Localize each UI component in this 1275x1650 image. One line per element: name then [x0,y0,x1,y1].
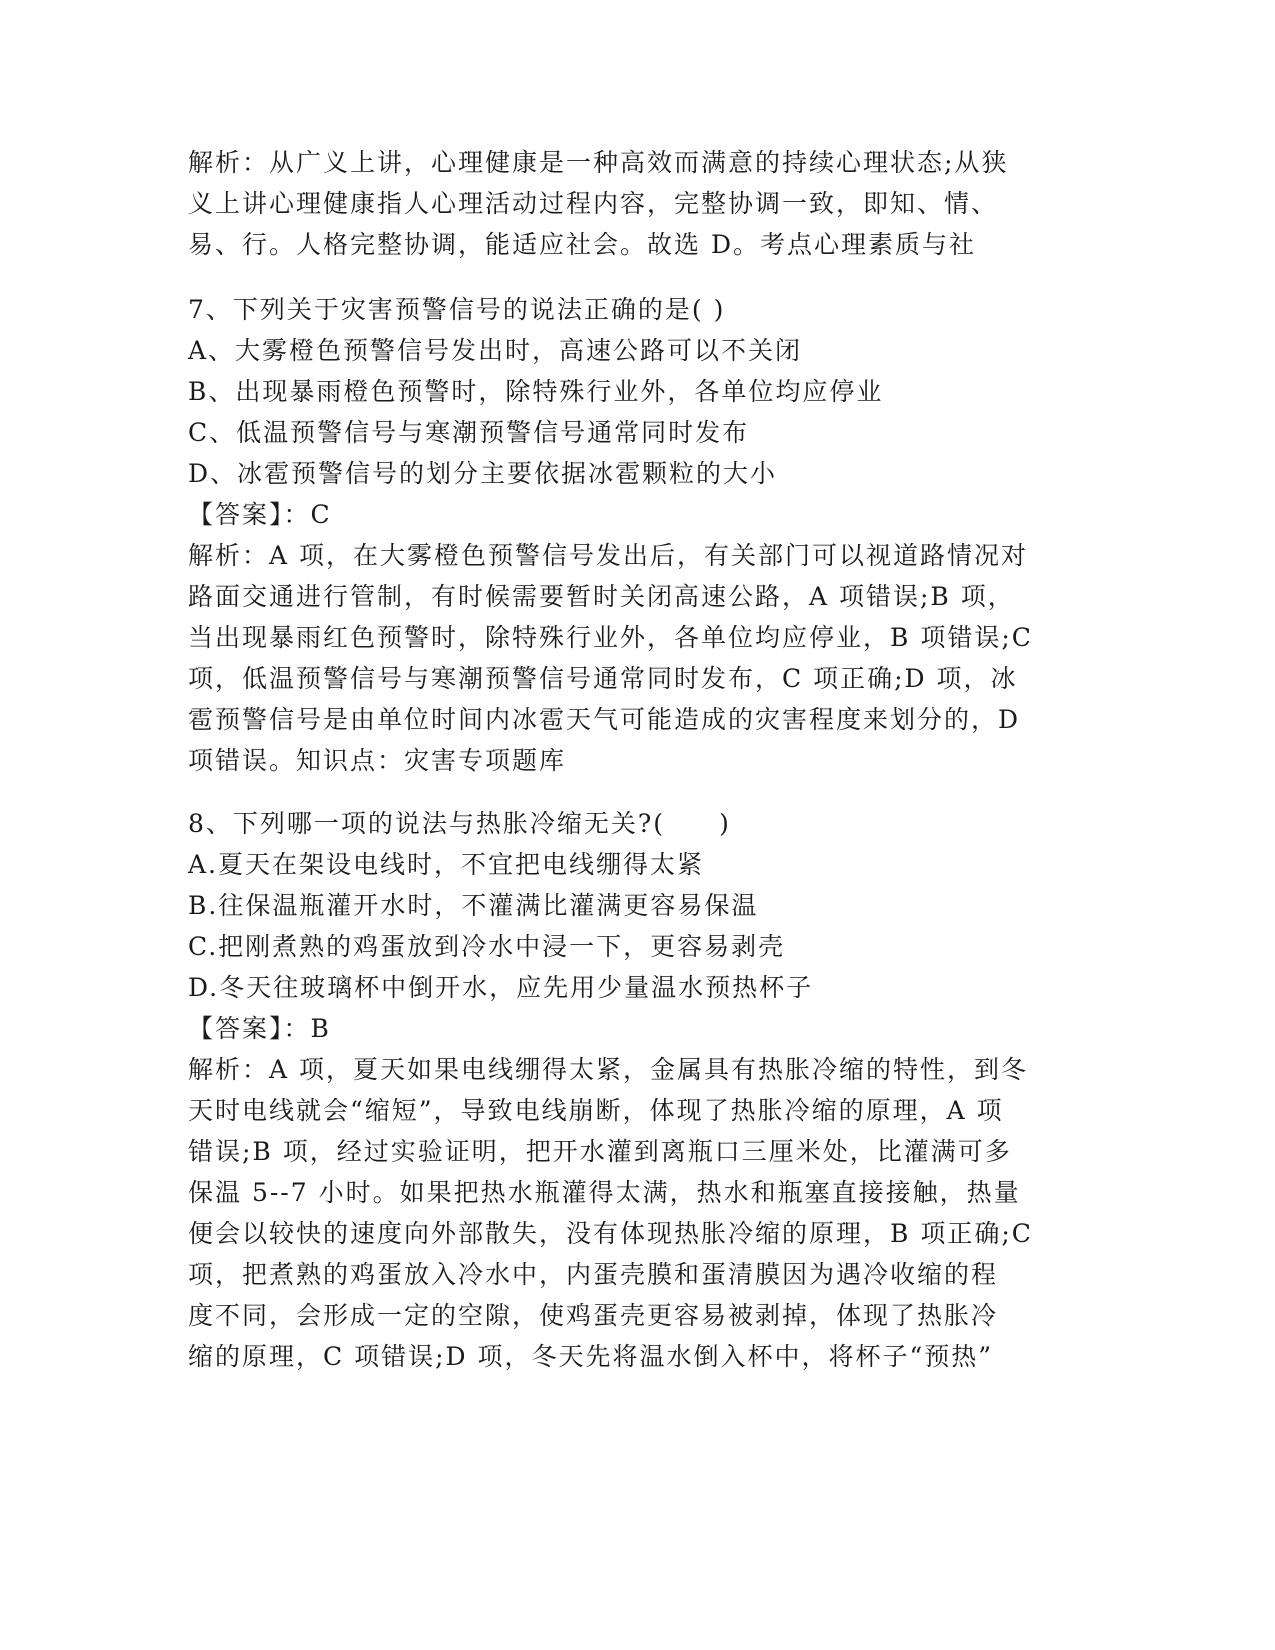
question-7-explanation-line: 雹预警信号是由单位时间内冰雹天气可能造成的灾害程度来划分的，D [188,705,1021,734]
question-7-explanation-line: 项，低温预警信号与寒潮预警信号通常同时发布，C 项正确;D 项，冰 [188,664,1018,693]
question-7-explanation-line: 路面交通进行管制，有时候需要暂时关闭高速公路，A 项错误;B 项， [188,582,1015,611]
question-7-option-c: C、低温预警信号与寒潮预警信号通常同时发布 [188,418,750,447]
question-7-option-a: A、大雾橙色预警信号发出时，高速公路可以不关闭 [188,336,803,365]
explanation-line: 易、行。人格完整协调，能适应社会。故选 D。考点心理素质与社 [188,230,976,259]
question-8-option-d: D.冬天往玻璃杯中倒开水，应先用少量温水预热杯子 [188,973,814,1002]
question-8-answer: 【答案】：B [188,1014,331,1043]
question-8-option-a: A.夏天在架设电线时，不宜把电线绷得太紧 [188,850,705,879]
explanation-line: 义上讲心理健康指人心理活动过程内容，完整协调一致，即知、情、 [188,189,999,218]
question-8-option-c: C.把刚煮熟的鸡蛋放到冷水中浸一下，更容易剥壳 [188,932,786,961]
question-8-option-b: B.往保温瓶灌开水时，不灌满比灌满更容易保温 [188,891,759,920]
question-8-explanation-line: 度不同，会形成一定的空隙，使鸡蛋壳更容易被剥掉，体现了热胀冷 [188,1301,999,1330]
question-8-explanation-line: 缩的原理，C 项错误;D 项，冬天先将温水倒入杯中，将杯子“预热” [188,1342,994,1371]
question-8-explanation-line: 项，把煮熟的鸡蛋放入冷水中，内蛋壳膜和蛋清膜因为遇冷收缩的程 [188,1260,999,1289]
question-8-explanation-line: 便会以较快的速度向外部散失，没有体现热胀冷缩的原理，B 项正确;C [188,1219,1033,1248]
question-8-explanation-line: 解析：A 项，夏天如果电线绷得太紧，金属具有热胀冷缩的特性，到冬 [188,1055,1029,1084]
question-7-stem: 7、下列关于灾害预警信号的说法正确的是( ) [188,295,726,324]
explanation-line: 解析：从广义上讲，心理健康是一种高效而满意的持续心理状态;从狭 [188,148,1009,177]
question-7-option-d: D、冰雹预警信号的划分主要依据冰雹颗粒的大小 [188,459,778,488]
question-8-explanation-line: 错误;B 项，经过实验证明，把开水灌到离瓶口三厘米处，比灌满可多 [188,1137,1012,1166]
question-8-stem: 8、下列哪一项的说法与热胀冷缩无关?( ) [188,809,731,838]
question-7-explanation-line: 当出现暴雨红色预警时，除特殊行业外，各单位均应停业，B 项错误;C [188,623,1033,652]
question-8-explanation-line: 天时电线就会“缩短”，导致电线崩断，体现了热胀冷缩的原理，A 项 [188,1096,1004,1125]
question-7-option-b: B、出现暴雨橙色预警时，除特殊行业外，各单位均应停业 [188,377,884,406]
question-7-answer: 【答案】：C [188,500,332,529]
question-7-explanation-line: 解析：A 项，在大雾橙色预警信号发出后，有关部门可以视道路情况对 [188,541,1029,570]
question-7-explanation-line: 项错误。知识点：灾害专项题库 [188,746,567,775]
question-8-explanation-line: 保温 5--7 小时。如果把热水瓶灌得太满，热水和瓶塞直接接触，热量 [188,1178,1021,1207]
